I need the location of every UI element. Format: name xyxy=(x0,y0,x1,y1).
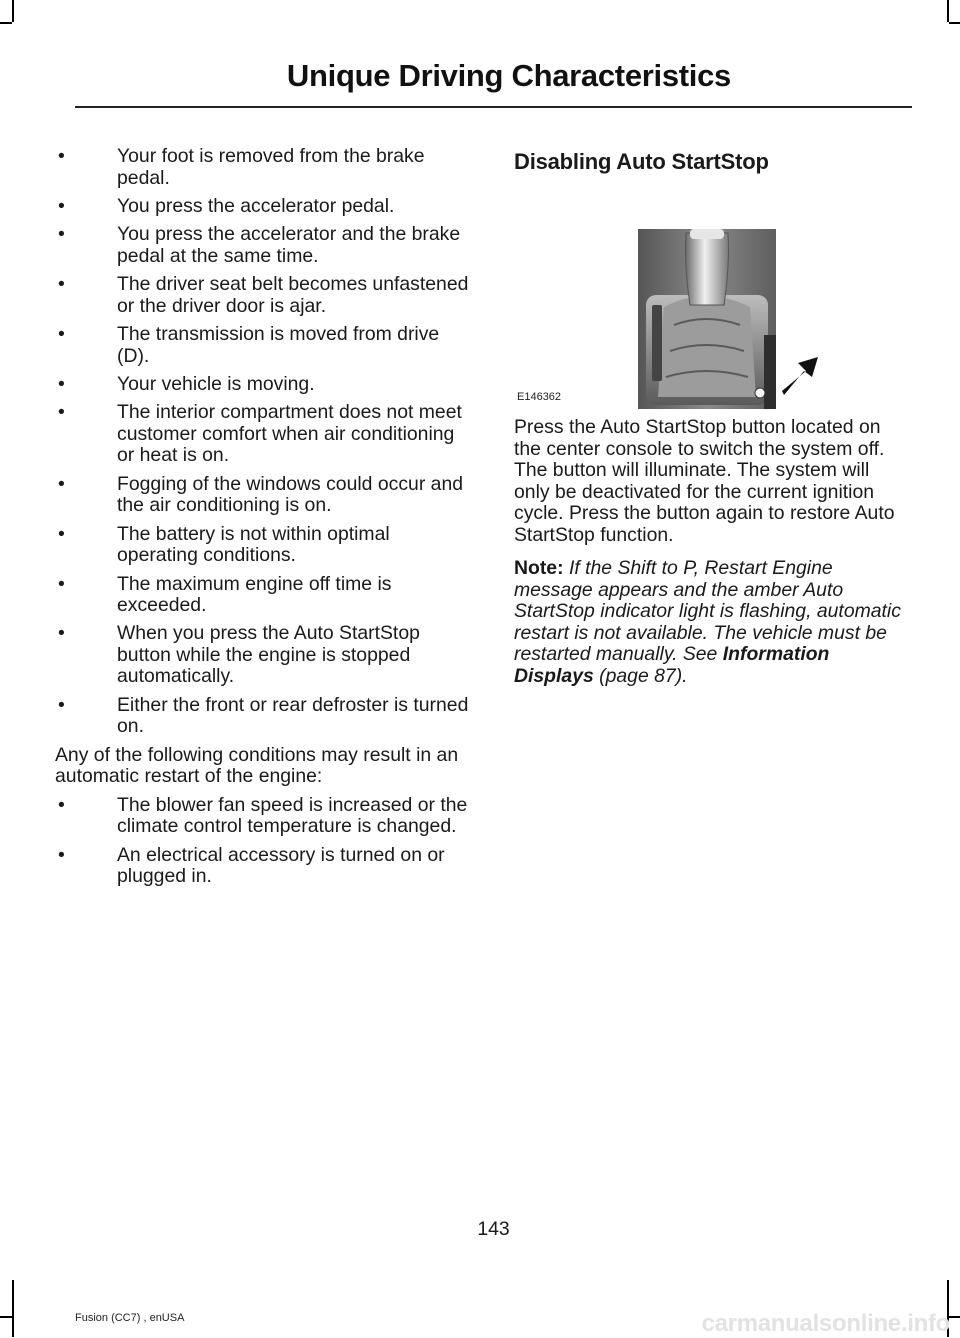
bullet-icon: • xyxy=(58,522,65,545)
section-heading: Disabling Auto StartStop xyxy=(514,149,769,174)
gear-shifter-illustration xyxy=(514,185,910,415)
left-column xyxy=(55,146,475,894)
list-item: • The maximum engine off time is exceeded. xyxy=(58,572,392,617)
bullet-icon: • xyxy=(58,273,65,296)
console-illustration xyxy=(514,185,910,415)
list-item: • Your vehicle is moving. xyxy=(58,372,315,395)
note xyxy=(514,558,910,687)
bullet-icon: • xyxy=(58,843,65,866)
bullet-icon: • xyxy=(58,323,65,346)
list-item: • The driver seat belt becomes unfastened or the driver door is ajar. xyxy=(58,273,469,317)
crop-mark xyxy=(949,22,960,24)
list-item: • Fogging of the windows could occur and the air conditioning is on. xyxy=(58,472,464,517)
note-label: Note: xyxy=(514,557,564,579)
list-item: • You press the accelerator pedal. xyxy=(58,194,395,217)
header-rule xyxy=(75,106,912,108)
restart-conditions-intro: Any of the following conditions may result in an automatic restart of the engine: xyxy=(55,743,459,788)
list-item: • An electrical accessory is turned on or plugged in. xyxy=(58,843,445,888)
crop-mark xyxy=(0,1316,12,1318)
bullet-icon: • xyxy=(58,693,65,716)
note-text: If the Shift to P, Restart Engine message appears and the amber Auto StartStop indicator light is flashing, automatic restart is not available. The vehicle must be restarted manually. See xyxy=(514,557,901,665)
bullet-icon: • xyxy=(58,572,65,595)
watermark: carmanualsonline.info xyxy=(701,1310,950,1337)
bullet-list-bottom xyxy=(55,795,475,888)
page-number: 143 xyxy=(477,1218,510,1240)
bullet-icon: • xyxy=(58,401,65,424)
bullet-icon: • xyxy=(58,372,65,395)
list-item: • The interior compartment does not meet customer comfort when air conditioning or heat is on. xyxy=(58,401,462,467)
instructions-paragraph: Press the Auto StartStop button located on the center console to switch the system off. The button will illuminate. The system will only be deactivated for the current ignition cycle. Press the button again to restore Auto StartStop function. xyxy=(514,416,895,546)
information-displays-link[interactable]: Information Displays xyxy=(514,643,830,687)
crop-mark xyxy=(949,1316,960,1318)
list-item: • Either the front or rear defroster is turned on. xyxy=(58,693,469,738)
bullet-icon: • xyxy=(58,793,65,816)
bullet-icon: • xyxy=(58,145,65,167)
crop-mark xyxy=(947,0,949,22)
page-title: Unique Driving Characteristics xyxy=(286,58,731,93)
crop-mark xyxy=(0,22,12,24)
list-item: • The blower fan speed is increased or the climate control temperature is changed. xyxy=(58,793,468,838)
bullet-icon: • xyxy=(58,622,65,645)
bullet-icon: • xyxy=(58,194,65,217)
figure-label: E146362 xyxy=(517,391,562,403)
list-item: • The battery is not within optimal operating conditions. xyxy=(58,522,390,567)
note-page-ref: (page 87). xyxy=(599,664,688,687)
bullet-icon: • xyxy=(58,472,65,495)
footer-text: Fusion (CC7) , enUSA xyxy=(75,1312,185,1324)
list-item: • You press the accelerator and the brake pedal at the same time. xyxy=(58,223,461,267)
bullet-list-top xyxy=(55,146,475,738)
right-column xyxy=(514,146,910,687)
list-item: • Your foot is removed from the brake pedal. xyxy=(58,145,425,189)
list-item: • When you press the Auto StartStop button while the engine is stopped automatically. xyxy=(58,622,420,688)
list-item: • The transmission is moved from drive (D). xyxy=(58,323,440,367)
crop-mark xyxy=(12,1280,14,1337)
crop-mark xyxy=(12,0,14,22)
bullet-icon: • xyxy=(58,223,65,246)
